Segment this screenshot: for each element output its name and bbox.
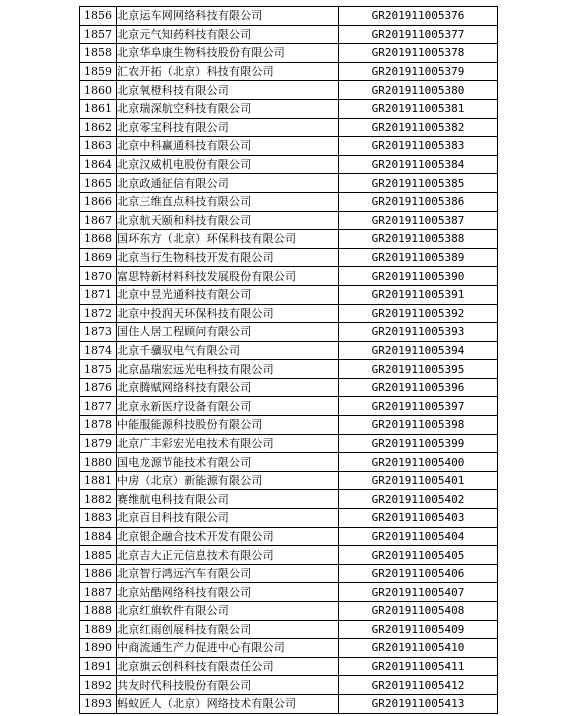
certificate-code-cell: GR201911005384 — [339, 155, 498, 174]
company-name-cell: 北京当行生物科技开发有限公司 — [117, 248, 339, 267]
table-row — [80, 25, 498, 44]
table-row — [80, 378, 498, 397]
certificate-code-cell: GR201911005399 — [339, 434, 498, 453]
table-row — [80, 62, 498, 81]
certificate-code-cell: GR201911005398 — [339, 416, 498, 435]
company-name-cell: 北京红旗软件有限公司 — [117, 602, 339, 621]
row-index-cell: 1856 — [80, 7, 117, 26]
certificate-code-cell: GR201911005405 — [339, 546, 498, 565]
certificate-code-cell: GR201911005381 — [339, 99, 498, 118]
certificate-code-cell: GR201911005411 — [339, 657, 498, 676]
table-row — [80, 509, 498, 528]
table-row — [80, 694, 498, 713]
company-name-cell: 北京华阜康生物科技股份有限公司 — [117, 44, 339, 63]
certificate-code-cell: GR201911005385 — [339, 174, 498, 193]
row-index-cell: 1883 — [80, 509, 117, 528]
certificate-code-cell: GR201911005401 — [339, 471, 498, 490]
company-name-cell: 北京中昱光通科技有限公司 — [117, 285, 339, 304]
certificate-code-cell: GR201911005413 — [339, 694, 498, 713]
table-row — [80, 453, 498, 472]
table-row — [80, 304, 498, 323]
table-row — [80, 211, 498, 230]
row-index-cell: 1872 — [80, 304, 117, 323]
row-index-cell: 1893 — [80, 694, 117, 713]
company-name-cell: 富思特新材料科技发展股份有限公司 — [117, 267, 339, 286]
company-name-cell: 北京政通征信有限公司 — [117, 174, 339, 193]
company-name-cell: 北京元气知药科技有限公司 — [117, 25, 339, 44]
row-index-cell: 1869 — [80, 248, 117, 267]
company-name-cell: 北京腾赋网络科技有限公司 — [117, 378, 339, 397]
table-row — [80, 639, 498, 658]
table-row — [80, 676, 498, 695]
certificate-code-cell: GR201911005403 — [339, 509, 498, 528]
company-name-cell: 国住人居工程顾问有限公司 — [117, 323, 339, 342]
certificate-code-cell: GR201911005395 — [339, 360, 498, 379]
table-row — [80, 155, 498, 174]
row-index-cell: 1861 — [80, 99, 117, 118]
row-index-cell: 1859 — [80, 62, 117, 81]
company-name-cell: 北京中投润天环保科技有限公司 — [117, 304, 339, 323]
company-name-cell: 北京永新医疗设备有限公司 — [117, 397, 339, 416]
certificate-code-cell: GR201911005379 — [339, 62, 498, 81]
company-name-cell: 中商流通生产力促进中心有限公司 — [117, 639, 339, 658]
certificate-code-cell: GR201911005400 — [339, 453, 498, 472]
certificate-code-cell: GR201911005396 — [339, 378, 498, 397]
certificate-code-cell: GR201911005387 — [339, 211, 498, 230]
table-row — [80, 192, 498, 211]
row-index-cell: 1881 — [80, 471, 117, 490]
row-index-cell: 1882 — [80, 490, 117, 509]
company-name-cell: 北京氧橙科技有限公司 — [117, 81, 339, 100]
company-name-cell: 北京汉威机电股份有限公司 — [117, 155, 339, 174]
company-name-cell: 中能服能源科技股份有限公司 — [117, 416, 339, 435]
company-name-cell: 北京三维直点科技有限公司 — [117, 192, 339, 211]
table-row — [80, 657, 498, 676]
row-index-cell: 1858 — [80, 44, 117, 63]
table-row — [80, 620, 498, 639]
certificate-code-cell: GR201911005410 — [339, 639, 498, 658]
certificate-code-cell: GR201911005388 — [339, 230, 498, 249]
table-row — [80, 490, 498, 509]
table-row — [80, 137, 498, 156]
table-row — [80, 546, 498, 565]
row-index-cell: 1865 — [80, 174, 117, 193]
certificate-code-cell: GR201911005407 — [339, 583, 498, 602]
table-row — [80, 360, 498, 379]
row-index-cell: 1889 — [80, 620, 117, 639]
row-index-cell: 1868 — [80, 230, 117, 249]
certificate-code-cell: GR201911005404 — [339, 527, 498, 546]
table-row — [80, 99, 498, 118]
company-name-cell: 汇农开拓（北京）科技有限公司 — [117, 62, 339, 81]
company-name-cell: 北京智行鸿远汽车有限公司 — [117, 564, 339, 583]
table-row — [80, 248, 498, 267]
registry-table-body — [80, 7, 498, 714]
certificate-code-cell: GR201911005406 — [339, 564, 498, 583]
row-index-cell: 1884 — [80, 527, 117, 546]
company-name-cell: 北京晶瑞宏远光电科技有限公司 — [117, 360, 339, 379]
certificate-code-cell: GR201911005397 — [339, 397, 498, 416]
certificate-code-cell: GR201911005402 — [339, 490, 498, 509]
table-row — [80, 397, 498, 416]
row-index-cell: 1878 — [80, 416, 117, 435]
company-name-cell: 北京千骥驭电气有限公司 — [117, 341, 339, 360]
certificate-code-cell: GR201911005391 — [339, 285, 498, 304]
certificate-code-cell: GR201911005408 — [339, 602, 498, 621]
company-name-cell: 蚂蚁匠人（北京）网络技术有限公司 — [117, 694, 339, 713]
company-name-cell: 北京站酷网络科技有限公司 — [117, 583, 339, 602]
certificate-code-cell: GR201911005377 — [339, 25, 498, 44]
table-row — [80, 583, 498, 602]
table-row — [80, 267, 498, 286]
table-row — [80, 602, 498, 621]
company-name-cell: 北京零宝科技有限公司 — [117, 118, 339, 137]
enterprise-registry-table — [79, 6, 498, 714]
row-index-cell: 1887 — [80, 583, 117, 602]
row-index-cell: 1874 — [80, 341, 117, 360]
company-name-cell: 北京航天颐和科技有限公司 — [117, 211, 339, 230]
row-index-cell: 1864 — [80, 155, 117, 174]
row-index-cell: 1886 — [80, 564, 117, 583]
table-row — [80, 471, 498, 490]
table-row — [80, 527, 498, 546]
table-row — [80, 341, 498, 360]
row-index-cell: 1877 — [80, 397, 117, 416]
table-row — [80, 118, 498, 137]
row-index-cell: 1860 — [80, 81, 117, 100]
certificate-code-cell: GR201911005409 — [339, 620, 498, 639]
table-row — [80, 174, 498, 193]
certificate-code-cell: GR201911005386 — [339, 192, 498, 211]
company-name-cell: 北京百目科技有限公司 — [117, 509, 339, 528]
row-index-cell: 1891 — [80, 657, 117, 676]
table-row — [80, 230, 498, 249]
table-row — [80, 81, 498, 100]
certificate-code-cell: GR201911005376 — [339, 7, 498, 26]
row-index-cell: 1862 — [80, 118, 117, 137]
certificate-code-cell: GR201911005383 — [339, 137, 498, 156]
certificate-code-cell: GR201911005380 — [339, 81, 498, 100]
row-index-cell: 1879 — [80, 434, 117, 453]
row-index-cell: 1871 — [80, 285, 117, 304]
certificate-code-cell: GR201911005382 — [339, 118, 498, 137]
row-index-cell: 1885 — [80, 546, 117, 565]
certificate-code-cell: GR201911005412 — [339, 676, 498, 695]
company-name-cell: 国环东方（北京）环保科技有限公司 — [117, 230, 339, 249]
company-name-cell: 共友时代科技股份有限公司 — [117, 676, 339, 695]
row-index-cell: 1870 — [80, 267, 117, 286]
row-index-cell: 1873 — [80, 323, 117, 342]
company-name-cell: 北京中科赢通科技有限公司 — [117, 137, 339, 156]
company-name-cell: 赛维航电科技有限公司 — [117, 490, 339, 509]
row-index-cell: 1890 — [80, 639, 117, 658]
row-index-cell: 1888 — [80, 602, 117, 621]
row-index-cell: 1875 — [80, 360, 117, 379]
table-row — [80, 416, 498, 435]
company-name-cell: 北京银企融合技术开发有限公司 — [117, 527, 339, 546]
table-row — [80, 44, 498, 63]
row-index-cell: 1892 — [80, 676, 117, 695]
company-name-cell: 国电龙源节能技术有限公司 — [117, 453, 339, 472]
row-index-cell: 1880 — [80, 453, 117, 472]
company-name-cell: 北京旗云创科科技有限责任公司 — [117, 657, 339, 676]
row-index-cell: 1857 — [80, 25, 117, 44]
row-index-cell: 1866 — [80, 192, 117, 211]
table-row — [80, 434, 498, 453]
certificate-code-cell: GR201911005394 — [339, 341, 498, 360]
certificate-code-cell: GR201911005393 — [339, 323, 498, 342]
company-name-cell: 北京运车网网络科技有限公司 — [117, 7, 339, 26]
table-row — [80, 564, 498, 583]
table-row — [80, 323, 498, 342]
row-index-cell: 1863 — [80, 137, 117, 156]
table-row — [80, 285, 498, 304]
document-page — [79, 6, 498, 714]
company-name-cell: 北京瑞深航空科技有限公司 — [117, 99, 339, 118]
company-name-cell: 北京红雨创展科技有限公司 — [117, 620, 339, 639]
row-index-cell: 1876 — [80, 378, 117, 397]
company-name-cell: 北京吉大正元信息技术有限公司 — [117, 546, 339, 565]
company-name-cell: 中房（北京）新能源有限公司 — [117, 471, 339, 490]
certificate-code-cell: GR201911005378 — [339, 44, 498, 63]
certificate-code-cell: GR201911005392 — [339, 304, 498, 323]
certificate-code-cell: GR201911005389 — [339, 248, 498, 267]
row-index-cell: 1867 — [80, 211, 117, 230]
certificate-code-cell: GR201911005390 — [339, 267, 498, 286]
company-name-cell: 北京广丰彩宏光电技术有限公司 — [117, 434, 339, 453]
table-row — [80, 7, 498, 26]
